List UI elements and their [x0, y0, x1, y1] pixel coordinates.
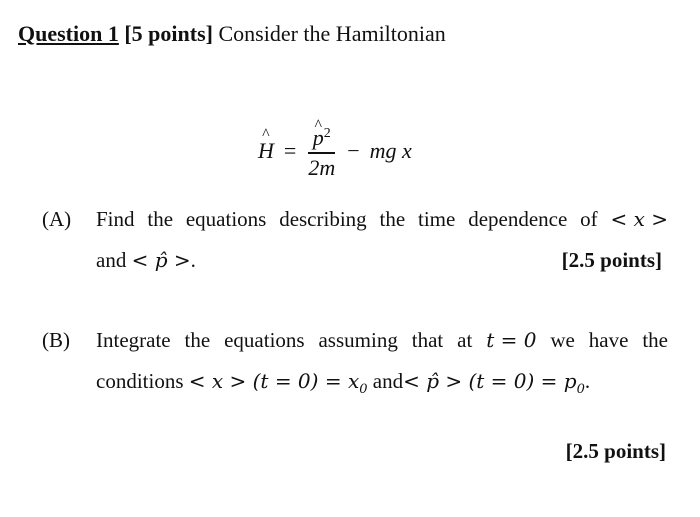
- question-header: [18, 20, 446, 48]
- part-a-word: dependence: [468, 207, 568, 231]
- part-a-word: Find: [96, 207, 135, 231]
- part-b-word: that: [411, 328, 444, 352]
- part-a-math-x: < x >: [610, 207, 668, 231]
- part-a-label: (A): [42, 207, 72, 231]
- part-b-word: have: [588, 328, 629, 352]
- part-a-and: and: [96, 248, 127, 272]
- part-b-period: .: [584, 369, 591, 393]
- condition-x-var: x: [347, 369, 360, 393]
- part-b-conditions-word: conditions: [96, 369, 184, 393]
- equation-minus: −: [347, 137, 360, 163]
- part-a-word: equations: [185, 207, 267, 231]
- condition-x-expr: < x > (t = 0) =: [188, 369, 348, 393]
- part-b-word: Integrate: [96, 328, 171, 352]
- part-a-word: of: [580, 207, 598, 231]
- part-a-word: the: [147, 207, 174, 231]
- equation-equals: =: [283, 137, 297, 163]
- part-a-period: .: [190, 248, 196, 272]
- part-b-word: equations: [224, 328, 305, 352]
- condition-x-sub: 0: [359, 382, 368, 397]
- part-b-label: (B): [42, 328, 70, 352]
- part-b-condition-p: [403, 369, 585, 397]
- fraction-denominator: 2m: [308, 154, 336, 180]
- equation-fraction: [308, 122, 335, 180]
- condition-p-sub: 0: [576, 382, 585, 397]
- part-b-word: the: [642, 328, 668, 352]
- part-b-word: we: [550, 328, 575, 352]
- numerator-symbol: ^ p: [313, 126, 324, 150]
- part-b-line1: [96, 326, 668, 354]
- condition-p-expr: < p̂ > (t = 0) =: [403, 369, 564, 393]
- condition-p-var: p: [563, 369, 577, 393]
- part-b-word: the: [184, 328, 211, 352]
- part-a-word: describing: [279, 207, 367, 231]
- part-a-math-p: < p̂ >: [131, 248, 191, 272]
- part-b-and: and: [372, 369, 404, 393]
- part-b-math-t: t = 0: [486, 328, 537, 352]
- part-a-line1: [96, 205, 668, 233]
- part-a-word: the: [379, 207, 406, 231]
- question-points: [5 points]: [124, 21, 213, 46]
- question-intro: Consider the Hamiltonian: [218, 21, 446, 46]
- part-b-points: [2.5 points]: [565, 439, 666, 463]
- question-label: Question 1: [18, 21, 119, 46]
- equation-term: mg x: [369, 137, 412, 163]
- hamiltonian-equation: [258, 122, 412, 180]
- part-a-word: time: [418, 207, 456, 231]
- part-a-points: [2.5 points]: [561, 248, 662, 272]
- equation-lhs: ^ H: [258, 138, 274, 164]
- part-a-line2: [96, 246, 196, 274]
- numerator-power: 2: [323, 126, 331, 141]
- part-b-condition-x: [188, 369, 368, 397]
- fraction-numerator: [309, 122, 335, 152]
- part-b-word: at: [457, 328, 473, 352]
- part-b-line2: [96, 367, 590, 404]
- part-b-word: assuming: [318, 328, 398, 352]
